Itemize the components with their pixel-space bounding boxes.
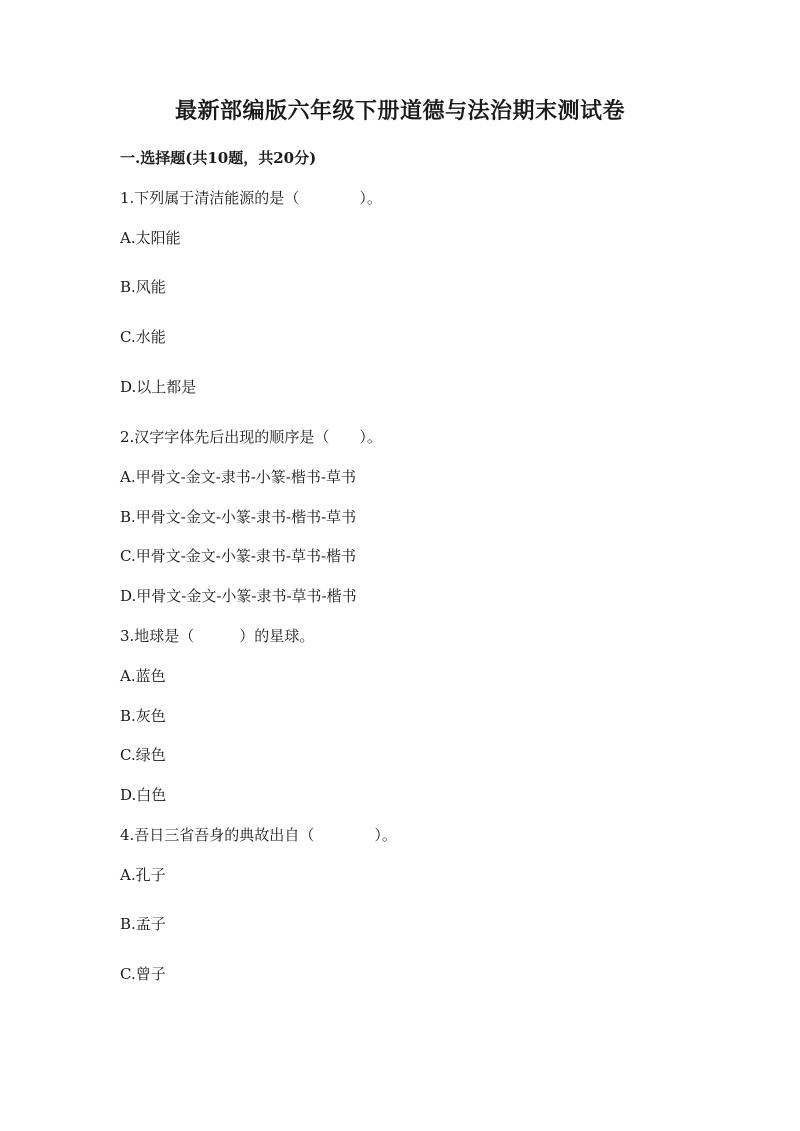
answer-option: B.甲骨文-金文-小篆-隶书-楷书-草书 [120, 508, 357, 526]
answer-option: A.甲骨文-金文-隶书-小篆-楷书-草书 [120, 468, 356, 486]
answer-option: C.绿色 [120, 746, 166, 764]
answer-option: A.太阳能 [120, 229, 181, 247]
answer-option: B.风能 [120, 278, 166, 296]
question-stem: 4.吾日三省吾身的典故出自（ ）。 [120, 826, 397, 844]
answer-option: D.白色 [120, 786, 167, 804]
answer-option: B.灰色 [120, 707, 166, 725]
answer-option: D.以上都是 [120, 378, 197, 396]
answer-option: B.孟子 [120, 915, 166, 933]
page-title: 最新部编版六年级下册道德与法治期末测试卷 [174, 98, 625, 124]
answer-option: C.甲骨文-金文-小篆-隶书-草书-楷书 [120, 547, 357, 565]
question-stem: 3.地球是（ ）的星球。 [120, 627, 315, 645]
answer-option: C.水能 [120, 328, 166, 346]
question-stem: 1.下列属于清洁能源的是（ ）。 [120, 189, 382, 207]
question-stem: 2.汉字字体先后出现的顺序是（ ）。 [120, 428, 382, 446]
answer-option: C.曾子 [120, 965, 166, 983]
answer-option: A.孔子 [120, 866, 166, 884]
section-heading: 一.选择题(共10题，共20分) [120, 149, 317, 167]
answer-option: D.甲骨文-金文-小篆-隶书-草书-楷书 [120, 587, 357, 605]
answer-option: A.蓝色 [120, 667, 166, 685]
